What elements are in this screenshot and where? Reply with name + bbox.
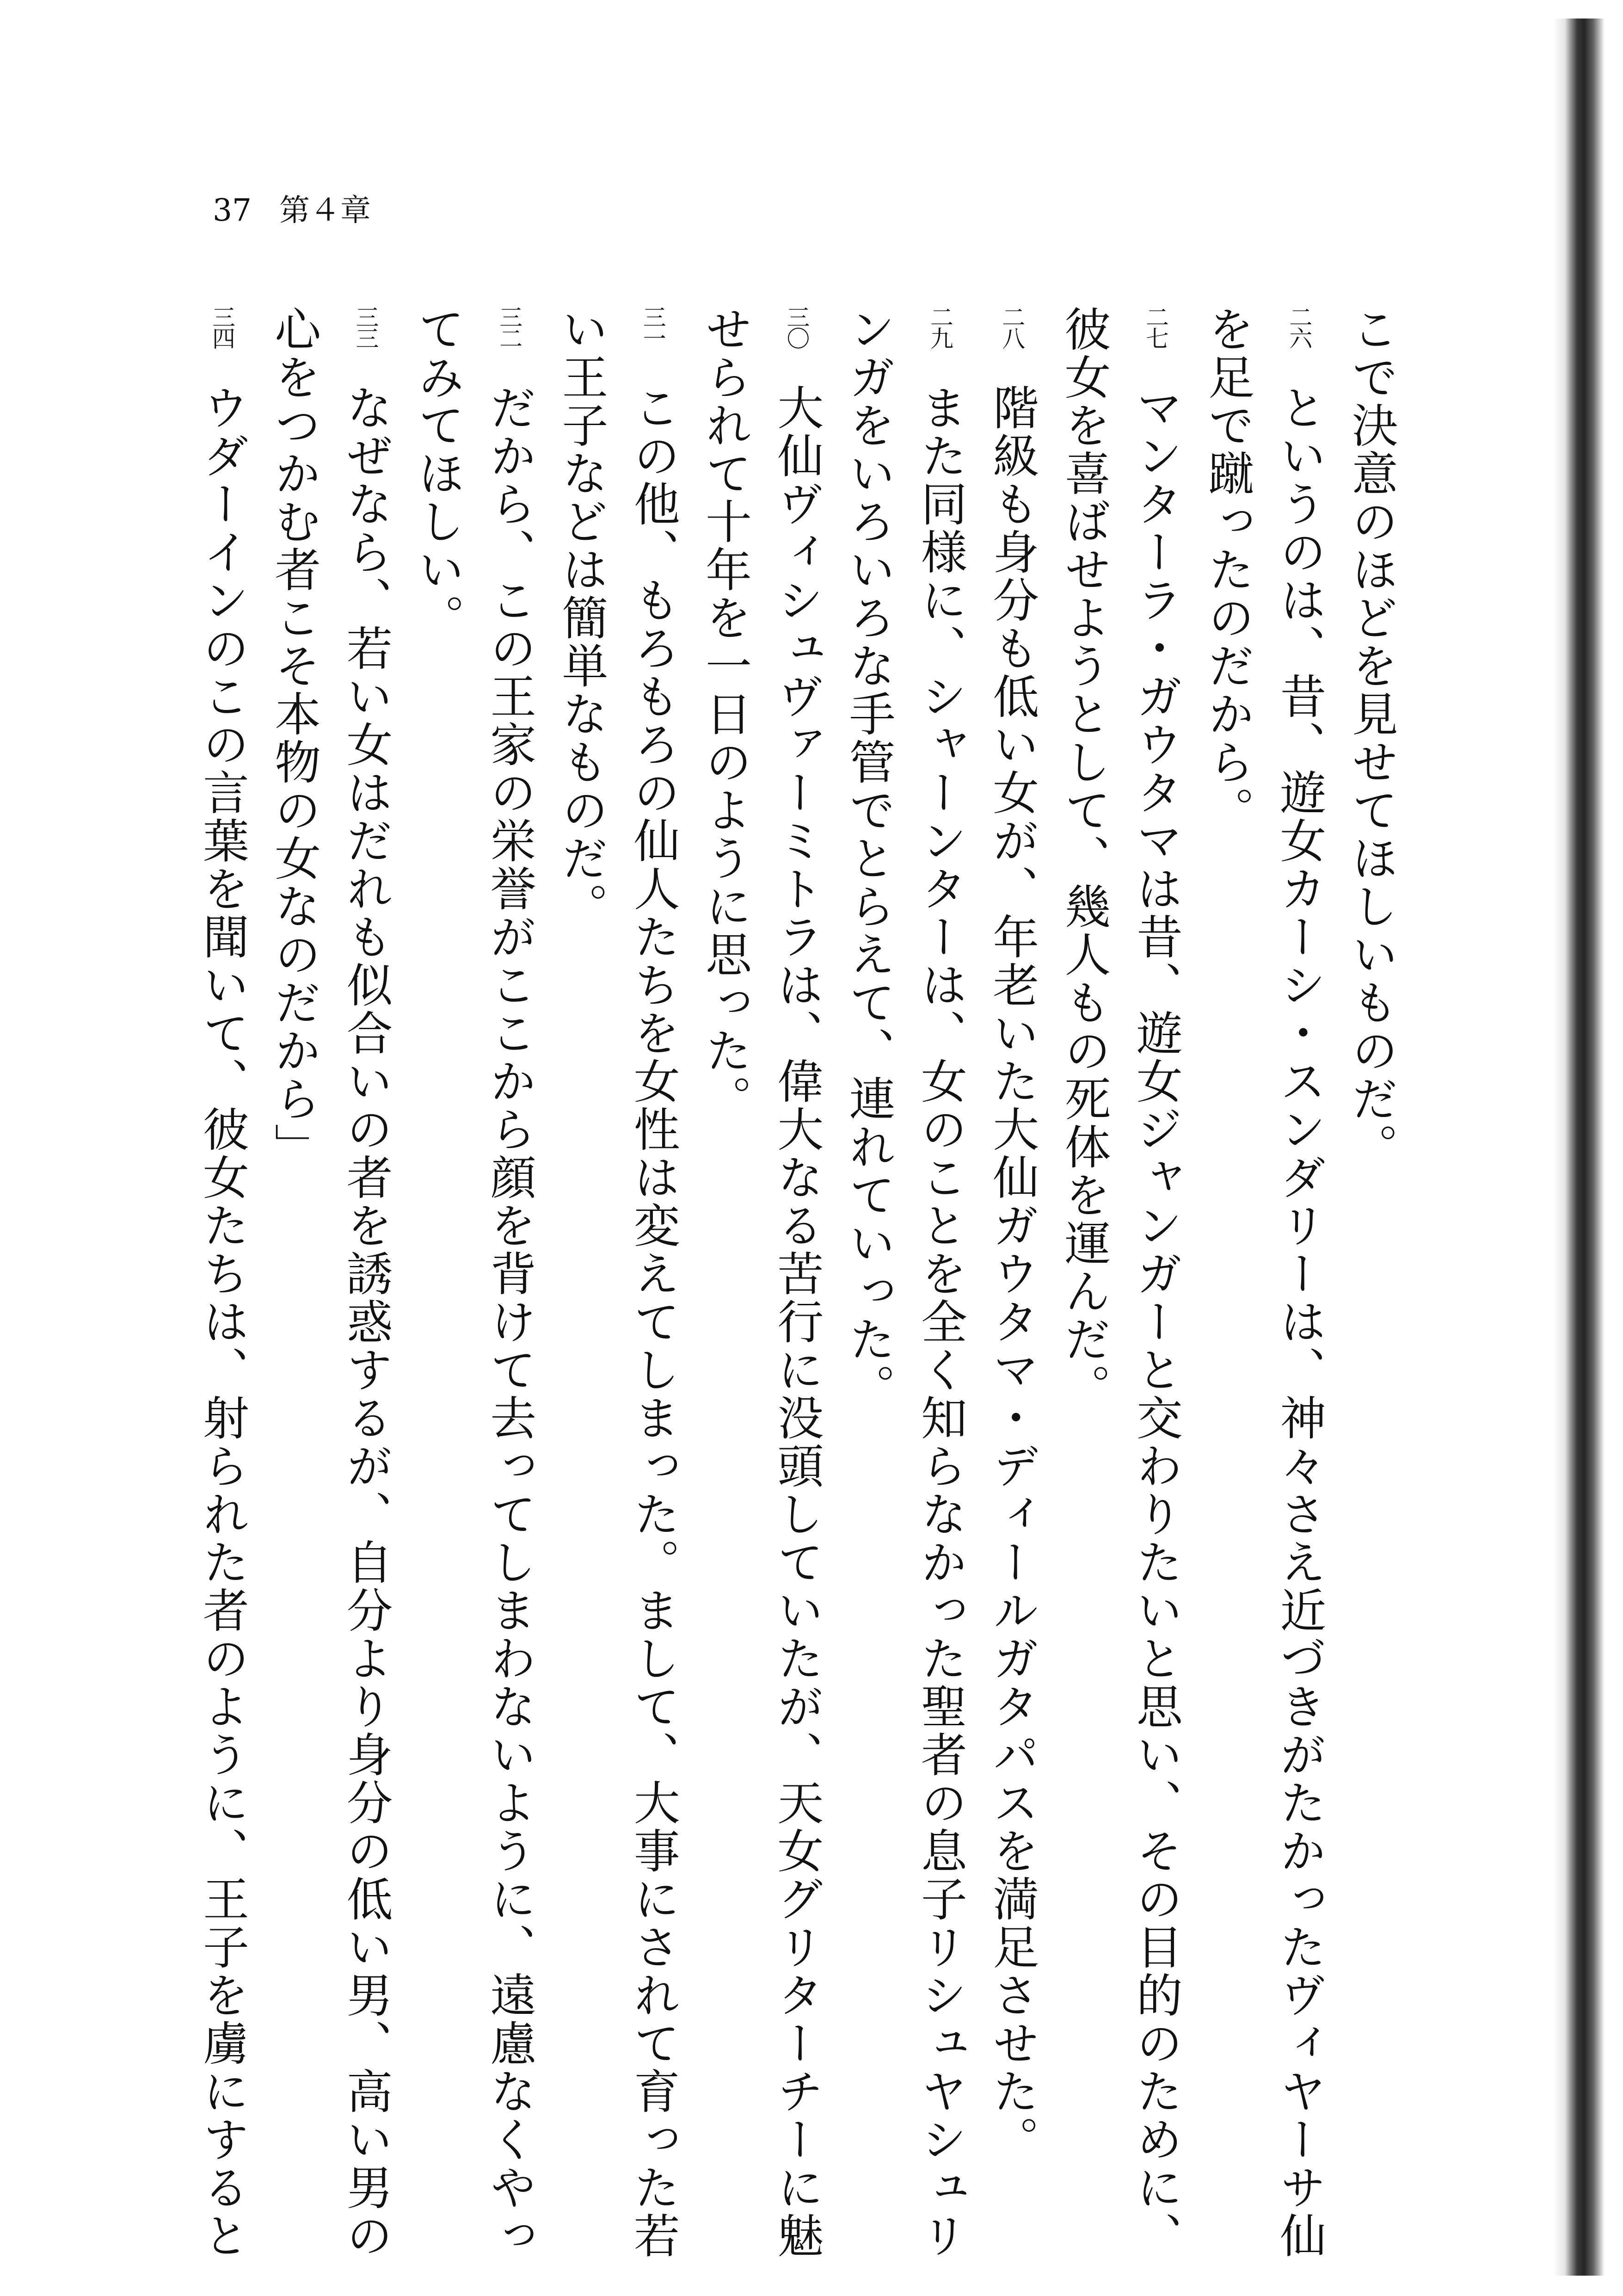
text-column-5 xyxy=(1038,268,1109,2100)
text-column-1 xyxy=(1325,268,1396,2100)
text-column-15 xyxy=(320,268,393,2260)
text-column-9 xyxy=(750,268,824,2260)
text-column-11 xyxy=(607,268,680,2260)
text-column-13 xyxy=(463,268,537,2260)
verse-number: 三一 xyxy=(639,305,666,348)
text-column-2 xyxy=(1253,268,1327,2260)
verse-line: だから、この王家の栄誉がここから顔を背けて去ってしまわないように、遠慮なくやっ xyxy=(482,384,537,2260)
text-column-17 xyxy=(176,268,249,2260)
verse-line: というのは、昔、遊女カーシ・スンダリーは、神々さえ近づきがたかったヴィヤーサ仙 xyxy=(1272,384,1327,2260)
page-number: 37 xyxy=(213,192,252,228)
text-column-7 xyxy=(894,268,967,2260)
verse-line: を足で蹴ったのだから。 xyxy=(1200,305,1255,834)
text-column-10 xyxy=(678,268,750,2100)
verse-number: 二九 xyxy=(926,305,953,348)
verse-line: せられて十年を一日のように思った。 xyxy=(698,305,752,1123)
text-column-14 xyxy=(391,268,463,2100)
vertical-text-body xyxy=(176,268,1398,2260)
page-header xyxy=(213,183,371,238)
verse-line: こで決意のほどを見せてほしいものだ。 xyxy=(1344,305,1398,1171)
verse-line: い王子などは簡単なものだ。 xyxy=(554,305,609,931)
verse-number: 二六 xyxy=(1285,305,1313,348)
verse-line: ウダーインのこの言葉を聞いて、彼女たちは、射られた者のように、王子を虜にすると xyxy=(195,384,249,2260)
text-column-4 xyxy=(1109,268,1183,2260)
verse-line: この他、もろもろの仙人たちを女性は変えてしまった。まして、大事にされて育った若 xyxy=(626,384,680,2260)
verse-line: てみてほしい。 xyxy=(410,305,465,642)
verse-number: 二八 xyxy=(998,305,1026,348)
text-column-6 xyxy=(965,268,1039,2164)
verse-line: 階級も身分も低い女が、年老いた大仙ガウタマ・ディールガタパスを満足させた。 xyxy=(985,384,1039,2164)
verse-line: ンガをいろいろな手管でとらえて、連れていった。 xyxy=(841,305,896,1412)
verse-number: 三三 xyxy=(352,305,379,348)
verse-number: 三四 xyxy=(208,305,235,348)
verse-number: 三〇 xyxy=(783,305,810,348)
verse-line: また同様に、シャーンターは、女のことを全く知らなかった聖者の息子リシュヤシュリ xyxy=(913,384,967,2260)
verse-line: マンターラ・ガウタマは昔、遊女ジャンガーと交わりたいと思い、その目的のために、 xyxy=(1128,384,1183,2260)
verse-line: 彼女を喜ばせようとして、幾人もの死体を運んだ。 xyxy=(1057,305,1111,1412)
text-column-8 xyxy=(822,268,894,2100)
verse-line: 心をつかむ者こそ本物の女なのだから」 xyxy=(267,305,321,1171)
text-column-12 xyxy=(535,268,609,2100)
verse-number: 二七 xyxy=(1142,305,1169,348)
chapter-title: 第４章 xyxy=(279,192,371,228)
binding-edge xyxy=(1554,19,1605,2276)
verse-number: 三二 xyxy=(496,305,523,348)
text-column-3 xyxy=(1181,268,1253,2100)
verse-line: なぜなら、若い女はだれも似合いの者を誘惑するが、自分より身分の低い男、高い男の xyxy=(338,384,393,2260)
text-column-16 xyxy=(247,268,319,2100)
verse-line: 大仙ヴィシュヴァーミトラは、偉大なる苦行に没頭していたが、天女グリターチーに魅 xyxy=(769,384,824,2260)
